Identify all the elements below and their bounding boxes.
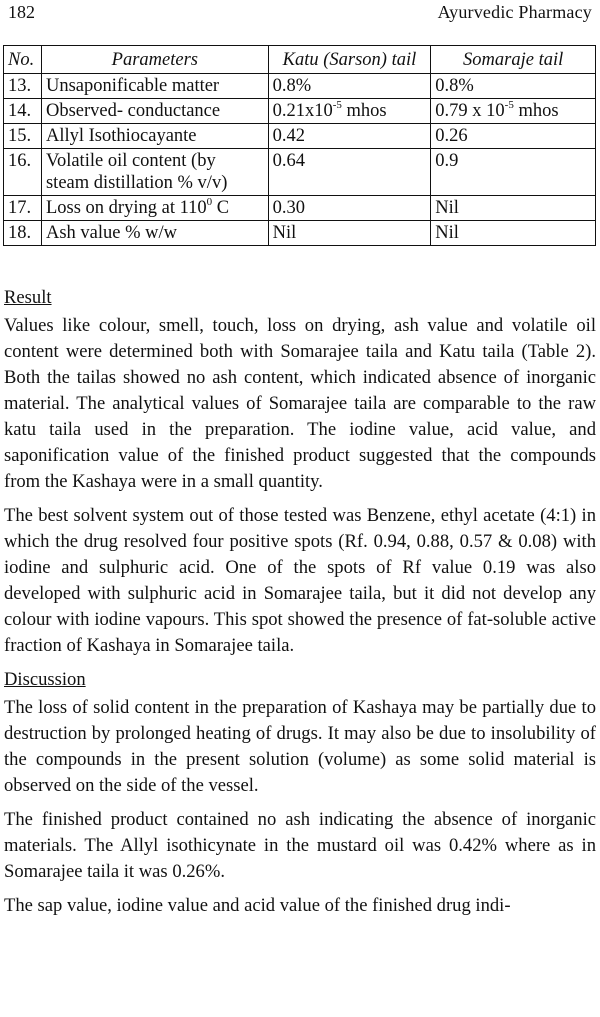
discussion-paragraph-2: The finished product contained no ash indicating the absence of inorganic materials. The Allyl isothicynate in the mustard oil was 0.42% where as in Somarajee taila it was 0.26%. <box>4 809 596 882</box>
result-paragraph-1: Values like colour, smell, touch, loss on drying, ash value and volatile oil content were determined both with Somarajee taila and Katu taila (Table 2). Both the tailas showed no ash content, which indicated absence of inorganic material. The analytical values of Somarajee taila are comparable to the raw katu taila used in the preparation. The iodine value, acid value, and saponification value of the finished product suggested that the compounds from the Kashaya were in a small quantity. <box>4 315 596 492</box>
parameter-suffix: C <box>212 198 230 218</box>
somaraje-value-base: 0.79 x 10 <box>435 101 505 121</box>
discussion-paragraph-3: The sap value, iodine value and acid value of the finished drug indi- <box>4 895 511 916</box>
row-number: 14. <box>4 99 42 124</box>
somaraje-value: 0.9 <box>431 149 596 196</box>
parameter-name: Unsaponificable matter <box>41 74 268 99</box>
somaraje-value-unit: mhos <box>513 101 559 121</box>
somaraje-value: Nil <box>431 196 596 221</box>
table-header-row <box>4 46 596 74</box>
header-no: No. <box>4 46 42 74</box>
discussion-heading: Discussion <box>4 669 86 690</box>
katu-value: 0.30 <box>268 196 431 221</box>
table-row <box>4 149 596 196</box>
katu-value: Nil <box>268 221 431 246</box>
row-number: 18. <box>4 221 42 246</box>
result-paragraph-2: The best solvent system out of those tested was Benzene, ethyl acetate (4:1) in which the drug resolved four positive spots (Rf. 0.94, 0.88, 0.57 & 0.08) with iodine and sulphuric acid. One of the spots of Rf value 0.19 was also developed with sulphuric acid in Somarajee taila, but it did not develop any colour with iodine vapours. This spot showed the presence of fat-soluble active fraction of Kashaya in Somarajee taila. <box>4 505 596 656</box>
table-row <box>4 74 596 99</box>
table-row <box>4 124 596 149</box>
parameter-name: Ash value % w/w <box>41 221 268 246</box>
row-number: 15. <box>4 124 42 149</box>
katu-value: 0.42 <box>268 124 431 149</box>
page-header <box>8 0 592 28</box>
row-number: 17. <box>4 196 42 221</box>
somaraje-value: Nil <box>431 221 596 246</box>
running-title: Ayurvedic Pharmacy <box>437 2 592 22</box>
header-katu-tail: Katu (Sarson) tail <box>268 46 431 74</box>
row-number: 13. <box>4 74 42 99</box>
result-heading: Result <box>4 287 52 308</box>
parameter-name: Observed- conductance <box>41 99 268 124</box>
parameter-line-1: Volatile oil content (by <box>45 151 216 171</box>
katu-value-base: 0.21x10 <box>272 101 333 121</box>
somaraje-value: 0.8% <box>431 74 596 99</box>
parameter-name: Allyl Isothiocayante <box>41 124 268 149</box>
parameter-base: Loss on drying at 110 <box>45 198 207 218</box>
somaraje-value <box>431 99 596 124</box>
page-number: 182 <box>8 2 35 22</box>
katu-value: 0.8% <box>268 74 431 99</box>
header-parameters: Parameters <box>41 46 268 74</box>
discussion-paragraph-1: The loss of solid content in the preparation of Kashaya may be partially due to destruction by prolonged heating of drugs. It may also be due to insolubility of the compounds in the present solution (volume) as some solid material is observed on the side of the vessel. <box>4 697 596 796</box>
header-somaraje-tail: Somaraje tail <box>431 46 596 74</box>
parameter-line-2: steam distillation % v/v) <box>45 173 228 193</box>
katu-value: 0.64 <box>268 149 431 196</box>
katu-value <box>268 99 431 124</box>
table-row <box>4 221 596 246</box>
somaraje-value: 0.26 <box>431 124 596 149</box>
katu-value-exponent: -5 <box>332 98 342 111</box>
parameters-table <box>3 45 596 246</box>
parameter-name <box>41 149 268 196</box>
body-text <box>4 285 596 927</box>
degree-superscript: 0 <box>206 195 213 208</box>
table-row <box>4 196 596 221</box>
katu-value-unit: mhos <box>341 101 387 121</box>
table-row <box>4 99 596 124</box>
row-number: 16. <box>4 149 42 196</box>
parameter-name <box>41 196 268 221</box>
somaraje-value-exponent: -5 <box>504 98 514 111</box>
